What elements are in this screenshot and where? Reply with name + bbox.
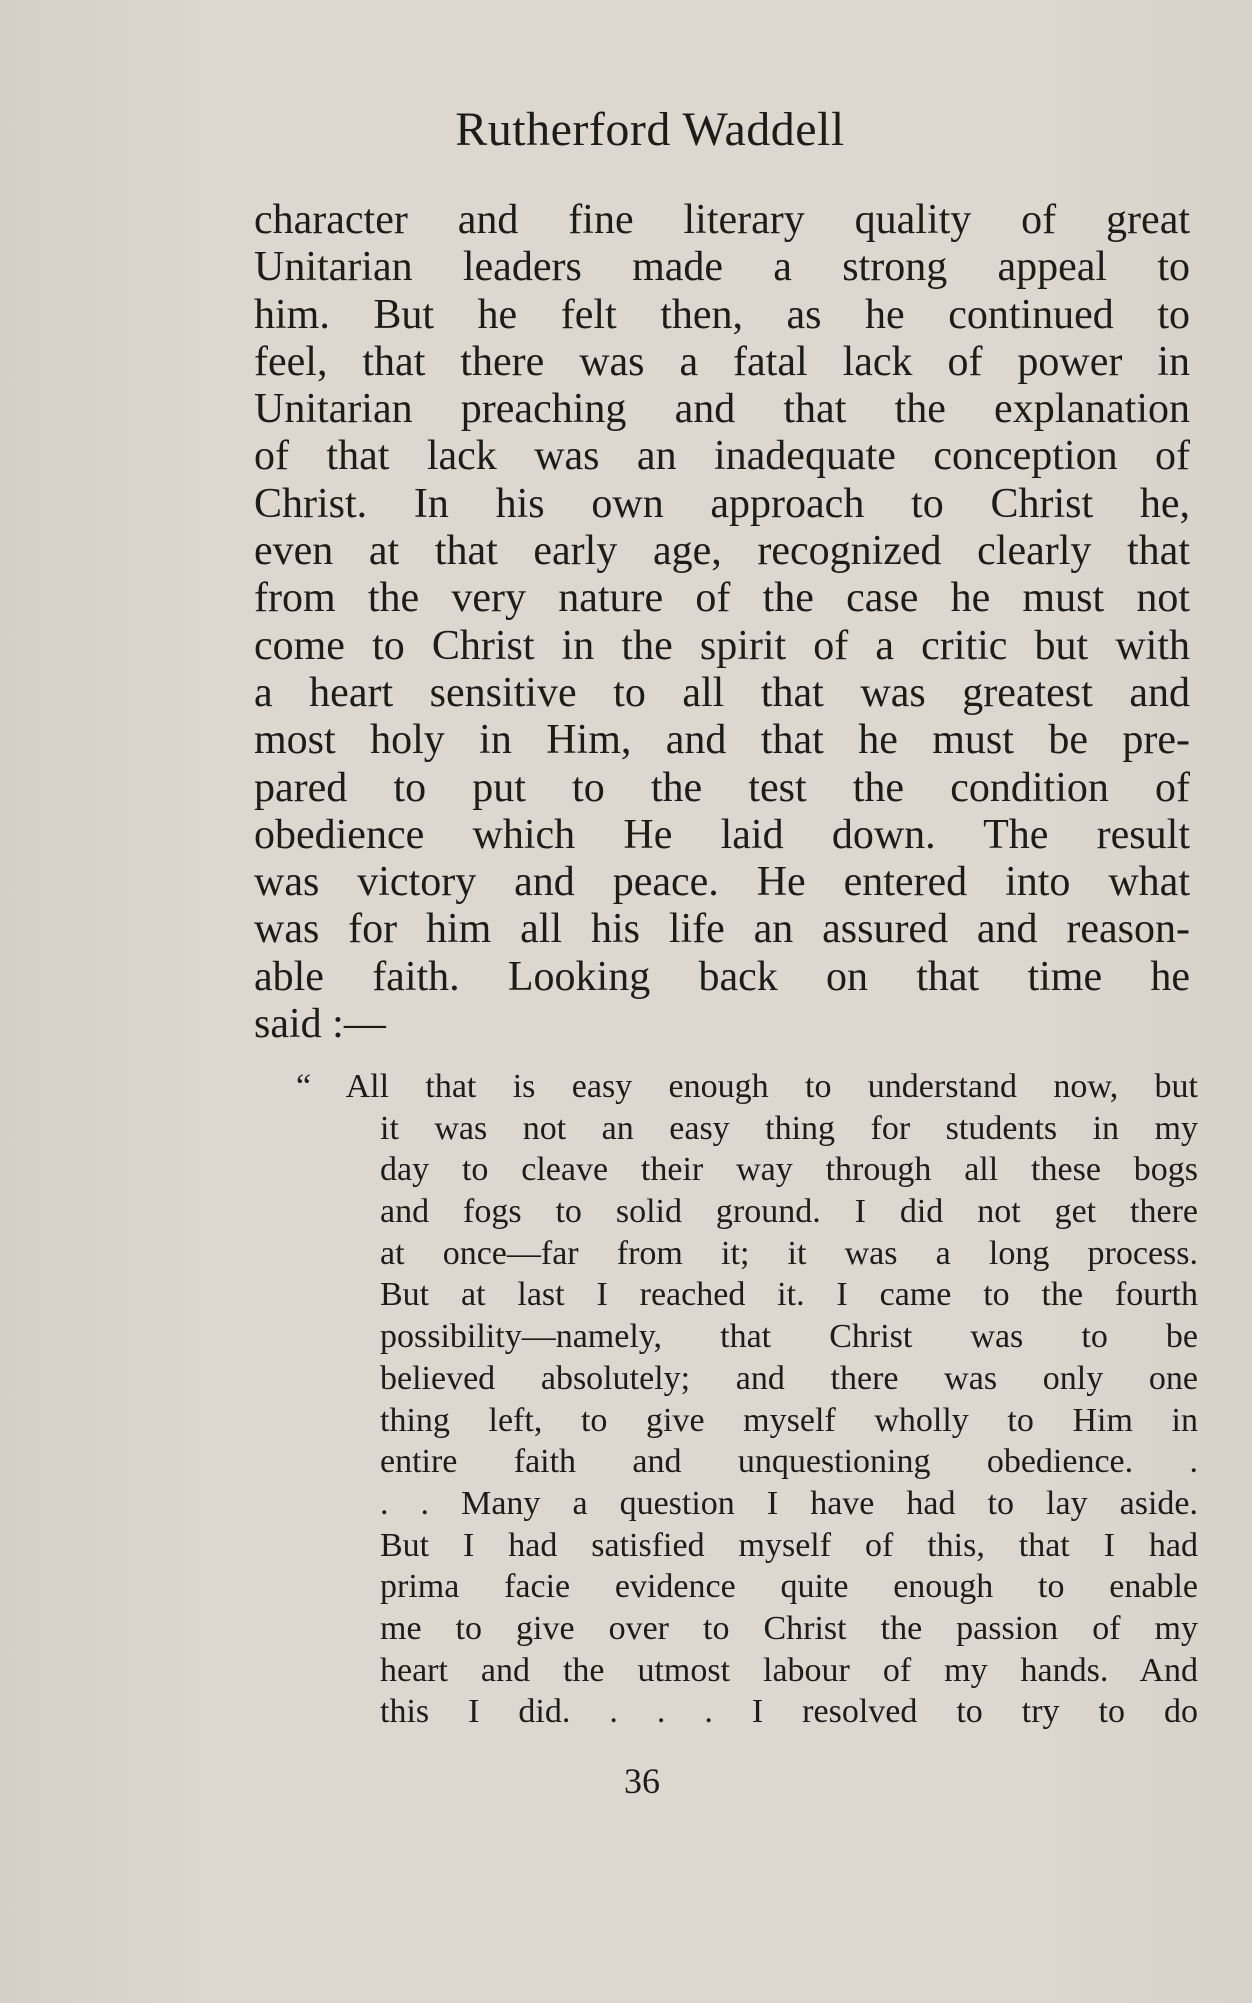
body-line: said :— <box>254 1001 386 1048</box>
body-line: most holy in Him, and that he must be pre- <box>254 717 1190 764</box>
quote-line: But I had satisfied myself of this, that I had <box>380 1526 1198 1564</box>
body-line: even at that early age, recognized clearly that <box>254 528 1190 575</box>
body-line: Christ. In his own approach to Christ he, <box>254 480 1190 527</box>
quote-line: me to give over to Christ the passion of my <box>380 1609 1198 1647</box>
body-line: character and fine literary quality of great <box>254 197 1190 243</box>
quote-line: day to cleave their way through all these bogs <box>380 1151 1198 1189</box>
body-line: able faith. Looking back on that time he <box>254 953 1190 1000</box>
quote-line: and fogs to solid ground. I did not get there <box>380 1193 1198 1231</box>
body-line: him. But he felt then, as he continued to <box>254 291 1190 338</box>
block-quote <box>296 1066 1198 1733</box>
running-head: Rutherford Waddell <box>455 103 845 156</box>
quote-line: . . Many a question I have had to lay aside. <box>380 1484 1198 1522</box>
body-line: from the very nature of the case he must not <box>254 575 1190 622</box>
body-line: Unitarian leaders made a strong appeal to <box>254 244 1190 291</box>
quote-line: it was not an easy thing for students in my <box>380 1109 1198 1147</box>
body-line: a heart sensitive to all that was greatest and <box>254 669 1190 716</box>
quote-line: prima facie evidence quite enough to enable <box>380 1568 1198 1606</box>
quote-line: “ All that is easy enough to understand now, but <box>296 1068 1198 1105</box>
quote-line: possibility—namely, that Christ was to be <box>380 1318 1198 1356</box>
body-line: Unitarian preaching and that the explanation <box>254 386 1190 433</box>
body-line: was victory and peace. He entered into what <box>254 859 1190 906</box>
quote-line: believed absolutely; and there was only one <box>380 1359 1198 1397</box>
quote-line: But at last I reached it. I came to the fourth <box>380 1276 1198 1314</box>
body-line: obedience which He laid down. The result <box>254 811 1190 858</box>
body-paragraph <box>254 197 1190 1048</box>
quote-line: entire faith and unquestioning obedience. . <box>380 1443 1198 1481</box>
body-line: pared to put to the test the condition of <box>254 764 1190 811</box>
quote-line: heart and the utmost labour of my hands. And <box>380 1651 1198 1689</box>
page-number: 36 <box>624 1761 660 1801</box>
body-line: feel, that there was a fatal lack of power in <box>254 338 1190 385</box>
body-line: was for him all his life an assured and reason- <box>254 906 1190 953</box>
quote-line: thing left, to give myself wholly to Him in <box>380 1401 1198 1439</box>
body-line: of that lack was an inadequate conception of <box>254 433 1190 480</box>
body-line: come to Christ in the spirit of a critic but with <box>254 622 1190 669</box>
quote-line: this I did. . . . I resolved to try to do <box>380 1693 1198 1731</box>
quote-line: at once—far from it; it was a long process. <box>380 1234 1198 1272</box>
